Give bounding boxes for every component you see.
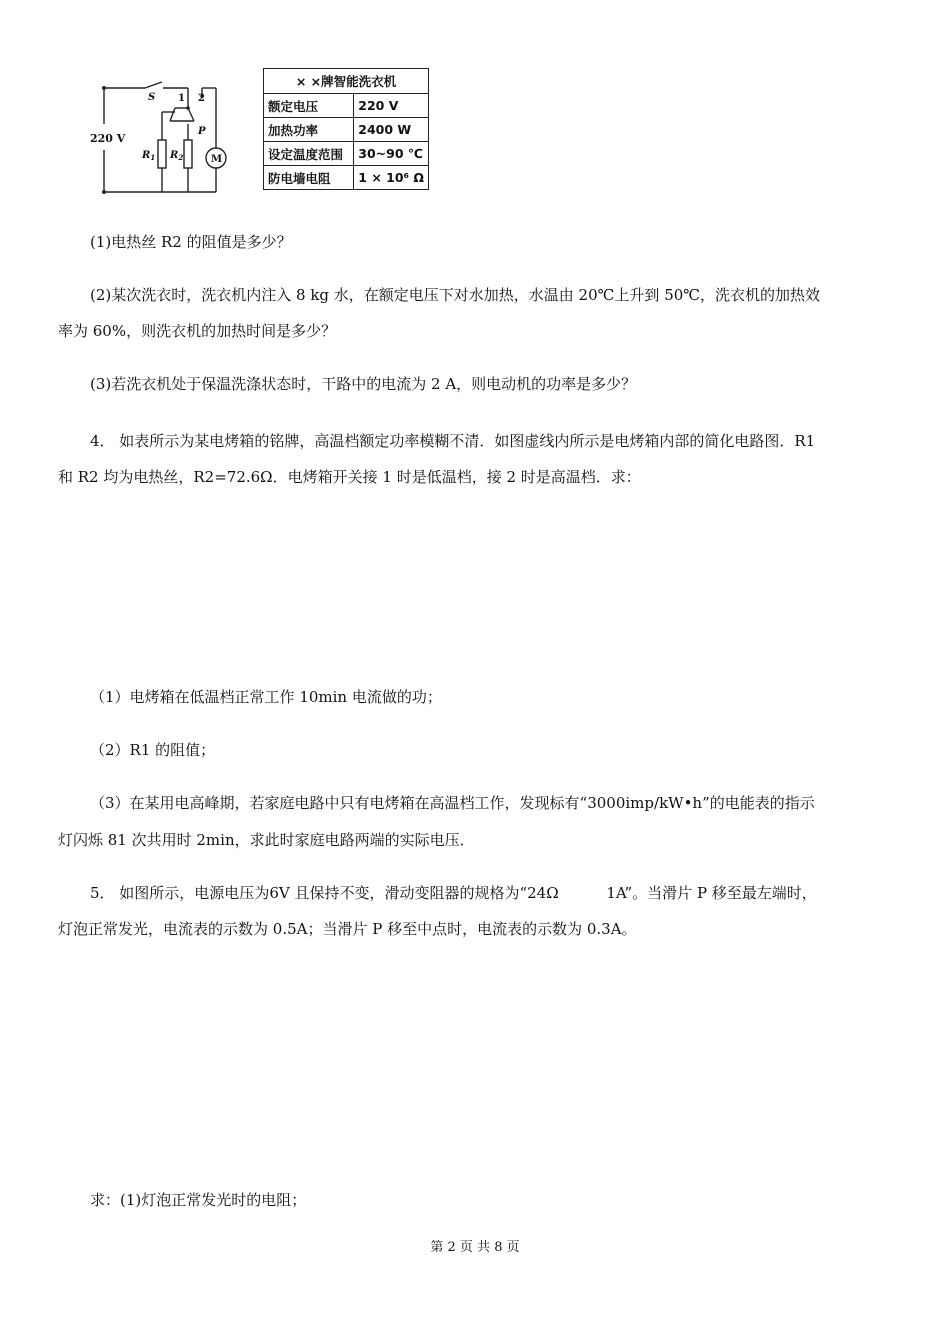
r1-label: $R_1$ [142, 150, 156, 162]
spec-value: 2400 W [354, 118, 429, 142]
washer-figure [90, 66, 430, 198]
q5-line1: 5． 如图所示，电源电压为6V 且保持不变，滑动变阻器的规格为“24Ω 1A”。当滑片 P 移至最左端时， [90, 884, 817, 902]
q5-sub1: 求：(1)灯泡正常发光时的电阻； [90, 1191, 307, 1209]
spec-table-title: × ×牌智能洗衣机 [264, 69, 429, 94]
switch-label: S [148, 92, 156, 103]
contact2-label: 2 [198, 93, 205, 104]
spec-value: 30~90 ℃ [354, 142, 429, 166]
q5-line2: 灯泡正常发光，电流表的示数为 0.5A；当滑片 P 移至中点时，电流表的示数为 0.3A。 [58, 920, 637, 938]
contact1-label: 1 [178, 93, 185, 104]
page-footer: 第 2 页 共 8 页 [430, 1240, 520, 1255]
q4-sub1: （1）电烤箱在低温档正常工作 10min 电流做的功； [90, 688, 442, 706]
q3-sub2-line1: (2)某次洗衣时，洗衣机内注入 8 kg 水，在额定电压下对水加热，水温由 20℃上升到 50℃，洗衣机的加热效 [90, 286, 821, 304]
r2-label: $R_2$ [170, 150, 184, 162]
motor-label: M [211, 154, 223, 165]
spec-key: 加热功率 [264, 118, 354, 142]
q4-sub3-line1: （3）在某用电高峰期，若家庭电路中只有电烤箱在高温档工作，发现标有“3000imp/kW•h”的电能表的指示 [90, 794, 815, 812]
table-row [264, 166, 429, 190]
q3-sub1: (1)电热丝 R2 的阻值是多少？ [90, 233, 292, 251]
q4-sub3-line2: 灯闪烁 81 次共用时 2min，求此时家庭电路两端的实际电压． [58, 831, 475, 849]
table-row [264, 94, 429, 118]
pointer-label: P [198, 126, 206, 137]
table-row [264, 118, 429, 142]
q4-line2: 和 R2 均为电热丝，R2=72.6Ω．电烤箱开关接 1 时是低温档，接 2 时是高温档．求： [58, 468, 641, 486]
q4-sub2: （2）R1 的阻值； [90, 741, 216, 759]
spec-key: 额定电压 [264, 94, 354, 118]
q4-line1: 4． 如表所示为某电烤箱的铭牌，高温档额定功率模糊不清．如图虚线内所示是电烤箱内部的简化电路图．R1 [90, 432, 816, 450]
voltage-label: 220 V [90, 132, 126, 145]
q3-sub2-line2: 率为 60%，则洗衣机的加热时间是多少？ [58, 322, 337, 340]
spec-value: 220 V [354, 94, 429, 118]
spec-key: 设定温度范围 [264, 142, 354, 166]
circuit-diagram [90, 66, 262, 198]
spec-key: 防电墙电阻 [264, 166, 354, 190]
spec-table [263, 68, 429, 190]
spec-value: 1 × 10⁶ Ω [354, 166, 429, 190]
q3-sub3: (3)若洗衣机处于保温洗涤状态时，干路中的电流为 2 A，则电动机的功率是多少？ [90, 375, 637, 393]
table-row [264, 142, 429, 166]
